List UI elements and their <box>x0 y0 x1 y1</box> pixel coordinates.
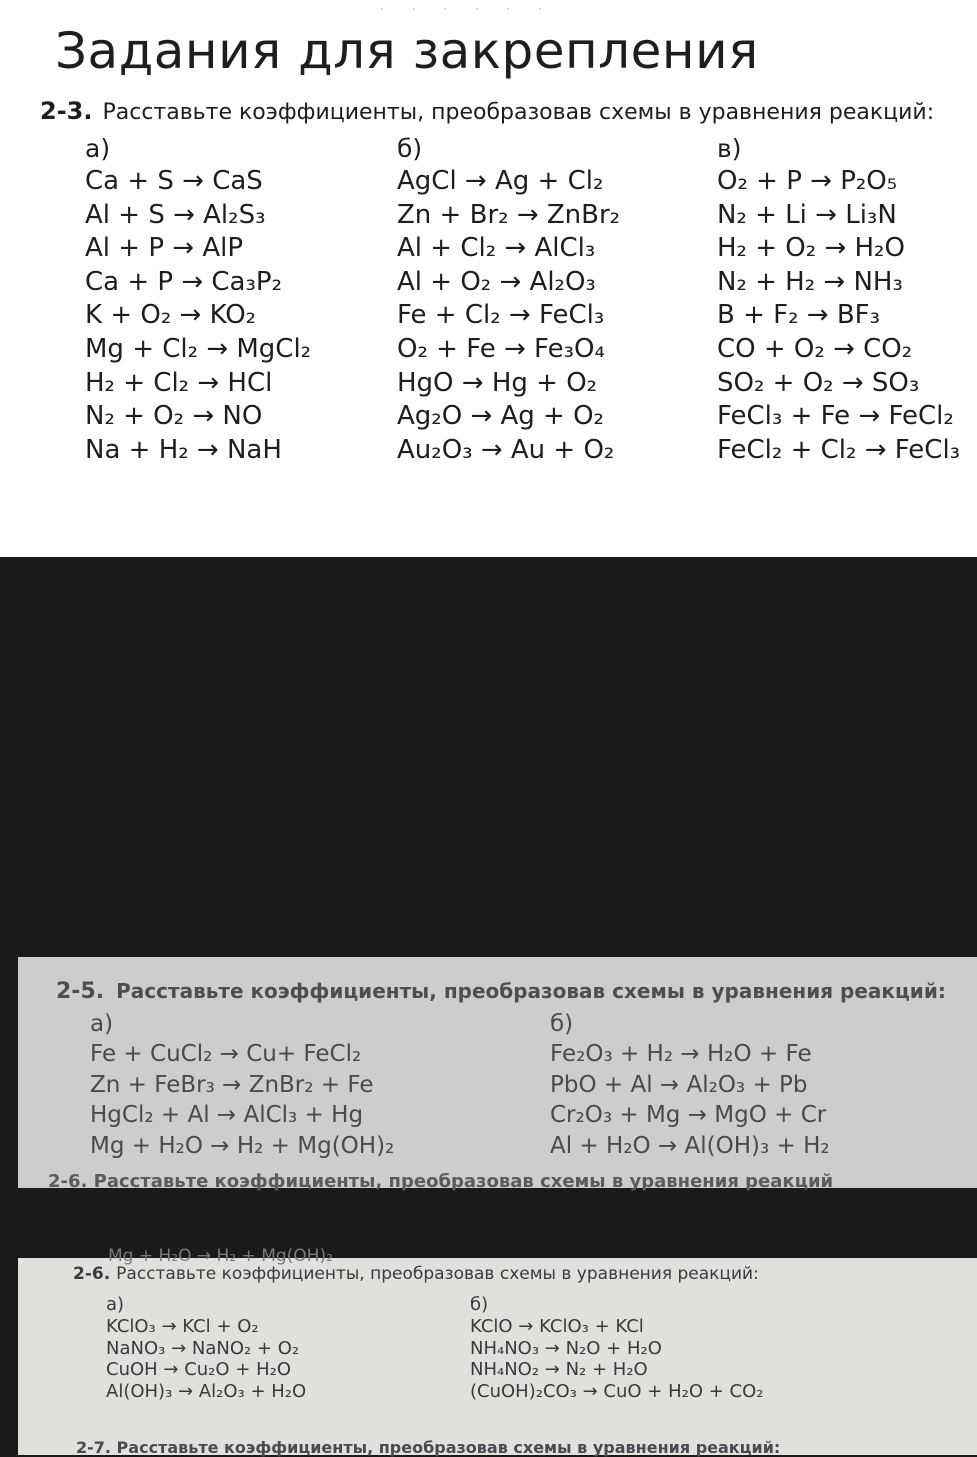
column-a <box>90 1009 394 1161</box>
equation: O₂ + Fe → Fe₃O₄ <box>397 333 605 364</box>
column-label: б) <box>550 1011 574 1037</box>
column-label: а) <box>90 1011 114 1037</box>
column-a <box>85 133 311 467</box>
task-number: 2-3. <box>40 97 93 125</box>
column-label: а) <box>106 1294 125 1315</box>
equation: HgO → Hg + O₂ <box>397 367 598 398</box>
equation: FeCl₂ + Cl₂ → FeCl₃ <box>717 434 961 465</box>
task-2-6 <box>73 1264 759 1284</box>
equation: Ca + P → Ca₃P₂ <box>85 266 283 297</box>
equation: Mg + Cl₂ → MgCl₂ <box>85 333 312 364</box>
cut-off-line-bottom: 2-7. Расставьте коэффициенты, преобразовав схемы в уравнения реакций: <box>76 1438 781 1457</box>
column-label: в) <box>717 134 742 163</box>
equation: CuOH → Cu₂O + H₂O <box>106 1359 292 1380</box>
equation: Fe + CuCl₂ → Cu+ FeCl₂ <box>90 1041 362 1067</box>
equation: N₂ + Li → Li₃N <box>717 199 897 230</box>
equation: KClO₃ → KCl + O₂ <box>106 1316 259 1337</box>
equation: SO₂ + O₂ → SO₃ <box>717 367 920 398</box>
equation: AgCl → Ag + Cl₂ <box>397 166 604 196</box>
equation: Al(OH)₃ → Al₂O₃ + H₂O <box>106 1380 307 1402</box>
equation: H₂ + O₂ → H₂O <box>717 233 905 264</box>
textbook-photo-2 <box>18 957 977 1192</box>
equation: FeCl₃ + Fe → FeCl₂ <box>717 401 954 432</box>
equation: NH₄NO₂ → N₂ + H₂O <box>470 1359 648 1380</box>
equation: Mg + H₂O → H₂ + Mg(OH)₂ <box>90 1132 395 1159</box>
textbook-photo-3 <box>18 1246 977 1457</box>
equation: N₂ + H₂ → NH₃ <box>717 266 903 297</box>
equation: Al + O₂ → Al₂O₃ <box>397 266 596 297</box>
equation: B + F₂ → BF₃ <box>717 300 881 331</box>
decorative-dots: · · · · · · <box>380 2 554 16</box>
equation: Zn + FeBr₃ → ZnBr₂ + Fe <box>90 1071 374 1098</box>
equation: HgCl₂ + Al → AlCl₃ + Hg <box>90 1102 364 1128</box>
task-text: Расставьте коэффициенты, преобразовав схемы в уравнения реакций: <box>102 100 935 125</box>
equation: Al + Cl₂ → AlCl₃ <box>397 233 596 264</box>
task-text: Расставьте коэффициенты, преобразовав схемы в уравнения реакций: <box>116 979 946 1003</box>
cut-off-line-top: Mg + H₂O → H₂ + Mg(OH)₂ <box>108 1246 333 1266</box>
column-label: а) <box>85 134 111 163</box>
column-b <box>470 1294 763 1402</box>
page-heading: Задания для закрепления <box>55 22 759 80</box>
equation: Cr₂O₃ + Mg → MgO + Cr <box>550 1102 827 1128</box>
equation: NH₄NO₃ → N₂O + H₂O <box>470 1337 662 1359</box>
equation: Ag₂O → Ag + O₂ <box>397 401 604 432</box>
equation: O₂ + P → P₂O₅ <box>717 166 898 196</box>
task-number: 2-5. <box>56 979 105 1004</box>
column-b <box>397 133 620 467</box>
equation: Al + H₂O → Al(OH)₃ + H₂ <box>550 1132 830 1159</box>
column-label: б) <box>470 1294 489 1315</box>
column-a <box>106 1294 306 1402</box>
equation: Al + P → AlP <box>85 233 244 264</box>
task-text: Расставьте коэффициенты, преобразовав схемы в уравнения реакций: <box>116 1264 759 1284</box>
cut-off-line: 2-6. Расставьте коэффициенты, преобразовав схемы в уравнения реакций <box>48 1171 834 1192</box>
equation: Al + S → Al₂S₃ <box>85 199 266 230</box>
equation: Ca + S → CaS <box>85 166 263 196</box>
equation: PbO + Al → Al₂O₃ + Pb <box>550 1071 808 1098</box>
task-2-3 <box>40 97 934 125</box>
equation: H₂ + Cl₂ → HCl <box>85 367 273 398</box>
column-c <box>717 133 960 467</box>
equation: Au₂O₃ → Au + O₂ <box>397 434 615 465</box>
equation: N₂ + O₂ → NO <box>85 401 263 432</box>
task-2-5 <box>56 979 946 1004</box>
textbook-photo-1 <box>0 0 977 557</box>
equation: CO + O₂ → CO₂ <box>717 333 913 364</box>
equation: (CuOH)₂CO₃ → CuO + H₂O + CO₂ <box>470 1380 764 1402</box>
equation: NaNO₃ → NaNO₂ + O₂ <box>106 1337 300 1359</box>
task-number: 2-6. <box>73 1264 111 1284</box>
column-label: б) <box>397 134 423 163</box>
column-b <box>550 1009 830 1161</box>
equation: Fe₂O₃ + H₂ → H₂O + Fe <box>550 1041 812 1067</box>
equation: Na + H₂ → NaH <box>85 434 282 465</box>
equation: KClO → KClO₃ + KCl <box>470 1316 644 1337</box>
equation: Zn + Br₂ → ZnBr₂ <box>397 199 621 230</box>
equation: K + O₂ → KO₂ <box>85 300 257 331</box>
equation: Fe + Cl₂ → FeCl₃ <box>397 300 605 331</box>
